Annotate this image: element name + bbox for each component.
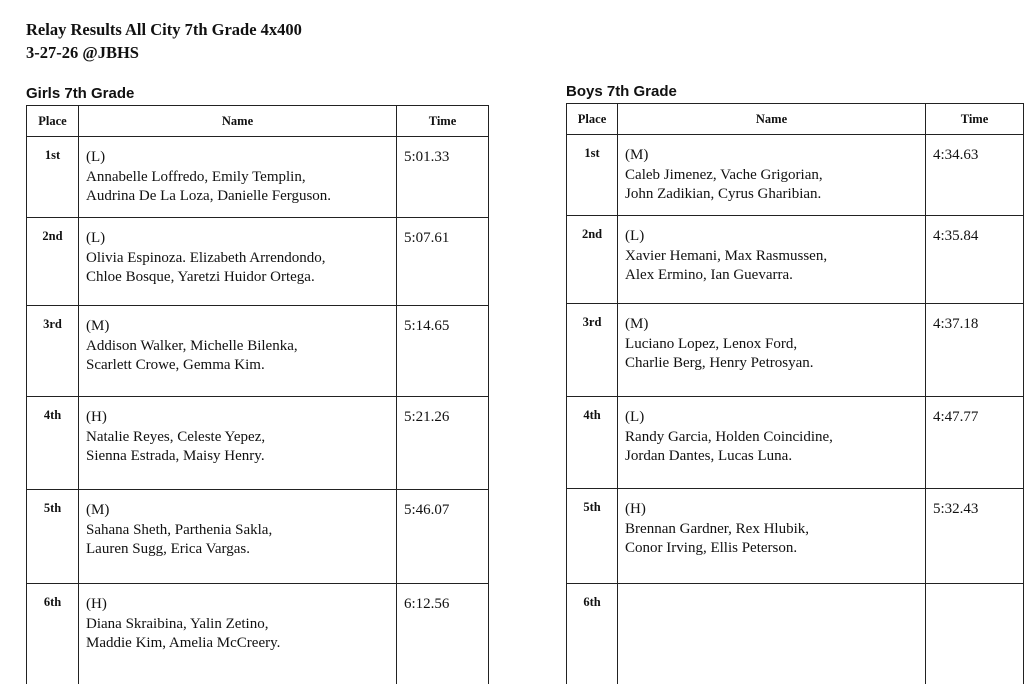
time-header: Time xyxy=(397,106,489,137)
name-cell xyxy=(618,135,926,216)
girls-results-table xyxy=(26,105,489,684)
time-cell: 5:32.43 xyxy=(925,489,1023,584)
runners-line-1: Luciano Lopez, Lenox Ford, xyxy=(625,335,798,352)
name-cell xyxy=(79,218,397,306)
title-line-2: 3-27-26 @JBHS xyxy=(26,43,139,62)
runners-line-2: Conor Irving, Ellis Peterson. xyxy=(625,540,798,556)
time-cell: 4:47.77 xyxy=(925,397,1023,489)
runners-line-2: Scarlett Crowe, Gemma Kim. xyxy=(86,357,265,373)
runners-line-2: Chloe Bosque, Yaretzi Huidor Ortega. xyxy=(86,269,315,285)
table-row xyxy=(27,137,489,218)
name-cell xyxy=(618,216,926,304)
school-code: (M) xyxy=(86,502,110,518)
time-cell: 5:46.07 xyxy=(397,490,489,584)
table-row xyxy=(27,490,489,584)
runners-line-1: Annabelle Loffredo, Emily Templin, xyxy=(86,168,306,185)
runners-line-1: Addison Walker, Michelle Bilenka, xyxy=(86,337,298,354)
name-header: Name xyxy=(79,106,397,137)
time-header: Time xyxy=(925,104,1023,135)
table-row xyxy=(567,584,1024,684)
school-code: (L) xyxy=(86,230,106,246)
table-row xyxy=(27,584,489,684)
runners-line-2: Alex Ermino, Ian Guevarra. xyxy=(625,267,793,283)
table-row xyxy=(567,397,1024,489)
table-row xyxy=(27,397,489,490)
runners-line-2: Audrina De La Loza, Danielle Ferguson. xyxy=(86,188,332,204)
time-cell: 4:35.84 xyxy=(925,216,1023,304)
table-row xyxy=(27,218,489,306)
table-row xyxy=(27,306,489,397)
time-cell: 6:12.56 xyxy=(397,584,489,684)
runners-line-2: Maddie Kim, Amelia McCreery. xyxy=(86,635,281,651)
runners-line-1: Randy Garcia, Holden Coincidine, xyxy=(625,428,833,445)
table-row xyxy=(567,489,1024,584)
document-title xyxy=(26,18,302,64)
place-header: Place xyxy=(567,104,618,135)
school-code: (M) xyxy=(86,318,110,334)
table-row xyxy=(567,135,1024,216)
place-cell: 5th xyxy=(27,490,79,584)
name-cell xyxy=(79,137,397,218)
runners-line-2: Lauren Sugg, Erica Vargas. xyxy=(86,541,250,557)
place-cell: 1st xyxy=(27,137,79,218)
table-header-row xyxy=(27,106,489,137)
runners-line-2: Sienna Estrada, Maisy Henry. xyxy=(86,448,265,464)
place-cell: 6th xyxy=(27,584,79,684)
boys-results-table xyxy=(566,103,1024,684)
title-line-1: Relay Results All City 7th Grade 4x400 xyxy=(26,20,302,39)
school-code: (L) xyxy=(625,409,645,425)
table-header-row xyxy=(567,104,1024,135)
runners-line-1: Diana Skraibina, Yalin Zetino, xyxy=(86,615,269,632)
place-cell: 3rd xyxy=(27,306,79,397)
school-code: (H) xyxy=(86,596,107,612)
time-cell: 4:34.63 xyxy=(925,135,1023,216)
name-cell xyxy=(618,304,926,397)
name-cell xyxy=(618,584,926,684)
time-cell: 5:01.33 xyxy=(397,137,489,218)
time-cell: 5:21.26 xyxy=(397,397,489,490)
place-cell: 5th xyxy=(567,489,618,584)
runners-line-1: Sahana Sheth, Parthenia Sakla, xyxy=(86,521,273,538)
school-code: (L) xyxy=(625,228,645,244)
place-header: Place xyxy=(27,106,79,137)
name-cell xyxy=(79,306,397,397)
place-cell: 1st xyxy=(567,135,618,216)
school-code: (H) xyxy=(86,409,107,425)
time-cell: 5:07.61 xyxy=(397,218,489,306)
runners-line-1: Caleb Jimenez, Vache Grigorian, xyxy=(625,166,823,183)
table-row xyxy=(567,304,1024,397)
name-header: Name xyxy=(618,104,926,135)
table-row xyxy=(567,216,1024,304)
place-cell: 2nd xyxy=(567,216,618,304)
runners-line-1: Natalie Reyes, Celeste Yepez, xyxy=(86,428,266,445)
school-code: (M) xyxy=(625,147,649,163)
runners-line-2: Charlie Berg, Henry Petrosyan. xyxy=(625,355,814,371)
name-cell xyxy=(79,397,397,490)
time-cell xyxy=(925,584,1023,684)
name-cell xyxy=(618,397,926,489)
runners-line-1: Brennan Gardner, Rex Hlubik, xyxy=(625,520,809,537)
time-cell: 5:14.65 xyxy=(397,306,489,397)
place-cell: 2nd xyxy=(27,218,79,306)
name-cell xyxy=(618,489,926,584)
place-cell: 6th xyxy=(567,584,618,684)
place-cell: 3rd xyxy=(567,304,618,397)
boys-section-title: Boys 7th Grade xyxy=(566,83,677,100)
school-code: (M) xyxy=(625,316,649,332)
runners-line-2: John Zadikian, Cyrus Gharibian. xyxy=(625,186,822,202)
place-cell: 4th xyxy=(27,397,79,490)
name-cell xyxy=(79,584,397,684)
runners-line-1: Olivia Espinoza. Elizabeth Arrendondo, xyxy=(86,249,326,266)
runners-line-2: Jordan Dantes, Lucas Luna. xyxy=(625,448,793,464)
name-cell xyxy=(79,490,397,584)
place-cell: 4th xyxy=(567,397,618,489)
runners-line-1: Xavier Hemani, Max Rasmussen, xyxy=(625,247,828,264)
girls-section-title: Girls 7th Grade xyxy=(26,85,135,102)
time-cell: 4:37.18 xyxy=(925,304,1023,397)
school-code: (L) xyxy=(86,149,106,165)
school-code: (H) xyxy=(625,501,646,517)
